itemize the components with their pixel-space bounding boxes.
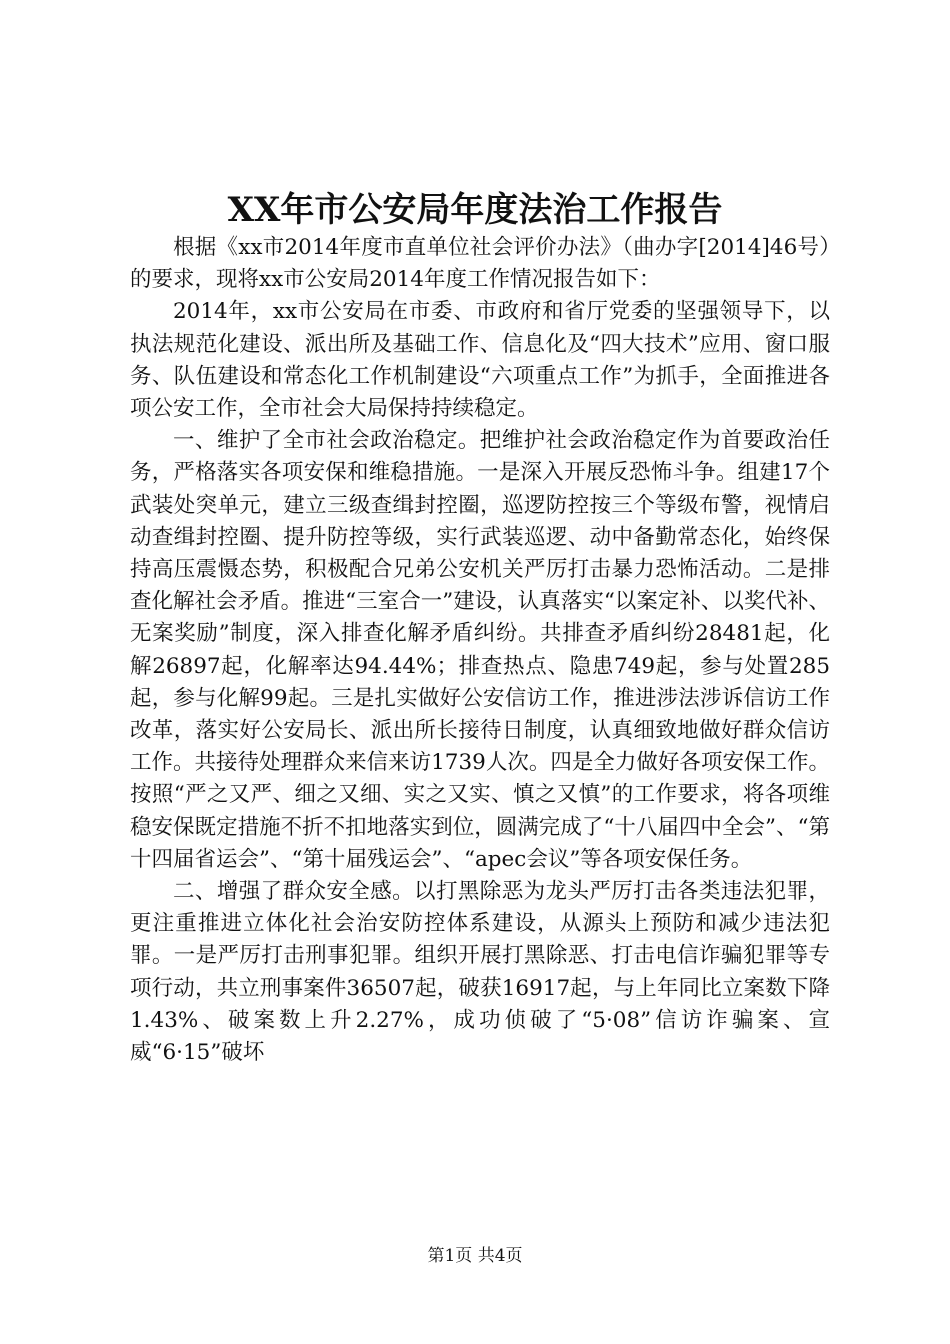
page-footer: 第1页 共4页 xyxy=(427,1246,523,1266)
paragraph-section-1: 一、维护了全市社会政治稳定。把维护社会政治稳定作为首要政治任务，严格落实各项安保和维稳措施。一是深入开展反恐怖斗争。组建17个武装处突单元，建立三级查缉封控圈，巡逻防控按三个等级布警，视情启动查缉封控圈、提升防控等级，实行武装巡逻、动中备勤常态化，始终保持高压震慑态势，积极配合兄弟公安机关严厉打击暴力恐怖活动。二是排查化解社会矛盾。推进“三室合一”建设，认真落实“以案定补、以奖代补、无案奖励”制度，深入排查化解矛盾纠纷。共排查矛盾纠纷28481起，化解26897起，化解率达94.44%；排查热点、隐患749起，参与处置285起，参与化解99起。三是扎实做好公安信访工作，推进涉法涉诉信访工作改革，落实好公安局长、派出所长接待日制度，认真细致地做好群众信访工作。共接待处理群众来信来访1739人次。四是全力做好各项安保工作。按照“严之又严、细之又细、实之又实、慎之又慎”的工作要求，将各项维稳安保既定措施不折不扣地落实到位，圆满完成了“十八届四中全会”、“第十四届省运会”、“第十届残运会”、“apec会议”等各项安保任务。 xyxy=(130,428,830,872)
document-title: XX年市公安局年度法治工作报告 xyxy=(227,190,723,230)
paragraph-intro: 根据《xx市2014年度市直单位社会评价办法》（曲办字[2014]46号）的要求，现将xx市公安局2014年度工作情况报告如下： xyxy=(130,235,830,293)
document-body xyxy=(130,232,830,1069)
paragraph-overview: 2014年，xx市公安局在市委、市政府和省厅党委的坚强领导下，以执法规范化建设、派出所及基础工作、信息化及“四大技术”应用、窗口服务、队伍建设和常态化工作机制建设“六项重点工作”为抓手，全面推进各项公安工作，全市社会大局保持持续稳定。 xyxy=(130,299,830,422)
paragraph-section-2: 二、增强了群众安全感。以打黑除恶为龙头严厉打击各类违法犯罪，更注重推进立体化社会治安防控体系建设，从源头上预防和减少违法犯罪。一是严厉打击刑事犯罪。组织开展打黑除恶、打击电信诈骗犯罪等专项行动，共立刑事案件36507起，破获16917起，与上年同比立案数下降1.43%、破案数上升2.27%，成功侦破了“5·08”信访诈骗案、宣威“6·15”破坏 xyxy=(130,879,830,1066)
